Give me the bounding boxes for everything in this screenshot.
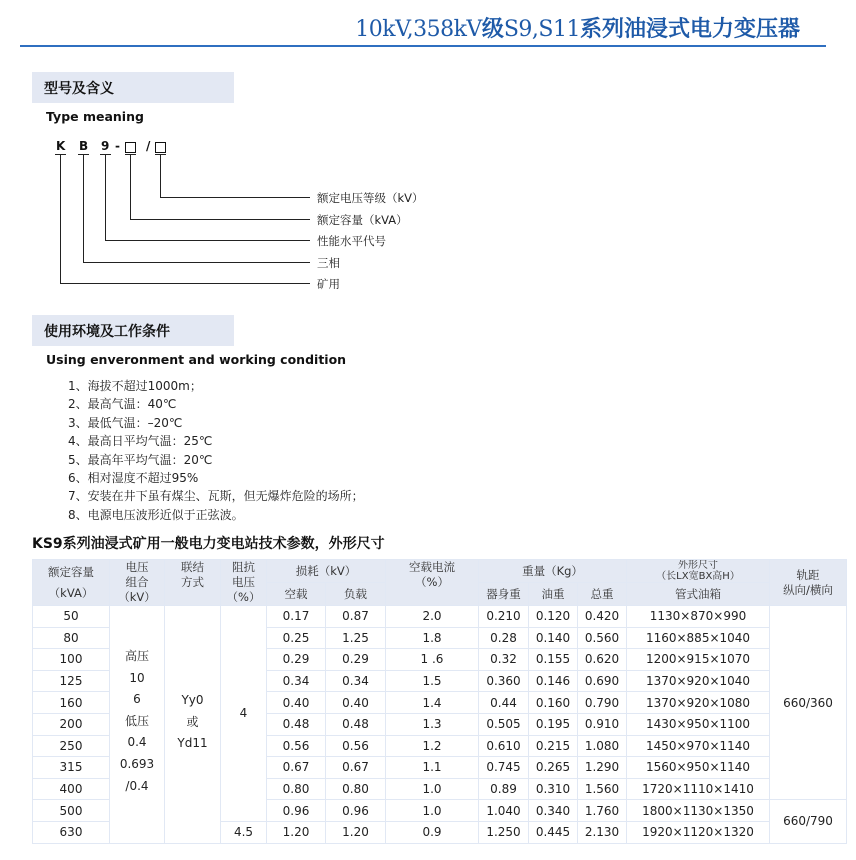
voltage-group-line: 0.693 bbox=[119, 756, 155, 771]
cell-load: 0.34 bbox=[326, 670, 386, 692]
header-voltage-unit: （kV） bbox=[118, 590, 156, 604]
capacity-placeholder-box bbox=[125, 142, 136, 153]
cell-noload: 0.67 bbox=[267, 757, 326, 779]
cell-capacity: 160 bbox=[33, 692, 110, 714]
title-divider bbox=[20, 45, 826, 47]
cell-dims: 1720×1110×1410 bbox=[627, 778, 770, 800]
type-section-subheading: Type meaning bbox=[46, 109, 144, 124]
cell-impedance: 4.5 bbox=[221, 821, 267, 843]
condition-item: 2、最高气温：40℃ bbox=[68, 397, 177, 412]
header-impedance-label: 阻抗电压 bbox=[232, 560, 255, 589]
cell-oil: 0.215 bbox=[529, 735, 578, 757]
cell-load: 0.80 bbox=[326, 778, 386, 800]
voltage-group-line: 10 bbox=[129, 670, 145, 685]
cell-noload: 0.34 bbox=[267, 670, 326, 692]
header-voltage bbox=[110, 560, 165, 606]
voltage-group-line: 0.4 bbox=[127, 735, 147, 750]
leader-performance-vertical bbox=[105, 154, 106, 240]
title-part-3: S9,S11 bbox=[503, 17, 580, 42]
cell-oil: 0.310 bbox=[529, 778, 578, 800]
voltage-group-line: 低压 bbox=[124, 713, 149, 728]
cell-oil: 0.445 bbox=[529, 821, 578, 843]
cell-voltage-group bbox=[110, 606, 165, 844]
cell-total: 2.130 bbox=[578, 821, 627, 843]
leader-performance-horizontal bbox=[105, 240, 310, 241]
header-weight-total: 总重 bbox=[578, 583, 627, 606]
cell-dims: 1450×970×1140 bbox=[627, 735, 770, 757]
header-weight-oil: 油重 bbox=[529, 583, 578, 606]
cell-body: 0.28 bbox=[479, 627, 529, 649]
cell-total: 1.080 bbox=[578, 735, 627, 757]
leader-capacity-vertical bbox=[130, 154, 131, 219]
voltage-group-line: 高压 bbox=[124, 649, 149, 663]
header-impedance bbox=[221, 560, 267, 606]
spec-table bbox=[32, 559, 847, 844]
cell-oil: 0.195 bbox=[529, 713, 578, 735]
header-loss-noload: 空载 bbox=[267, 583, 326, 606]
cell-oil: 0.340 bbox=[529, 800, 578, 822]
cell-body: 0.32 bbox=[479, 649, 529, 671]
header-dims-unit: （长LX宽BX高H） bbox=[656, 571, 740, 582]
cell-dims: 1160×885×1040 bbox=[627, 627, 770, 649]
cell-body: 0.505 bbox=[479, 713, 529, 735]
conditions-list bbox=[68, 377, 364, 524]
cell-capacity: 315 bbox=[33, 757, 110, 779]
title-part-1: 10kV,358kV bbox=[355, 17, 482, 42]
cell-total: 1.560 bbox=[578, 778, 627, 800]
cell-current: 2.0 bbox=[386, 606, 479, 628]
title-part-4: 系列油浸式电力变压器 bbox=[579, 17, 800, 42]
legend-performance-code: 性能水平代号 bbox=[317, 234, 386, 248]
cell-current: 1.1 bbox=[386, 757, 479, 779]
header-current bbox=[386, 560, 479, 606]
cell-capacity: 250 bbox=[33, 735, 110, 757]
cell-total: 1.760 bbox=[578, 800, 627, 822]
cell-noload: 0.80 bbox=[267, 778, 326, 800]
cell-impedance: 4 bbox=[221, 606, 267, 822]
condition-item: 5、最高年平均气温：20℃ bbox=[68, 452, 213, 467]
header-capacity bbox=[33, 560, 110, 606]
cell-total: 0.560 bbox=[578, 627, 627, 649]
cell-current: 1.4 bbox=[386, 692, 479, 714]
cell-load: 0.56 bbox=[326, 735, 386, 757]
leader-voltage-vertical bbox=[160, 154, 161, 197]
leader-phase-horizontal bbox=[83, 262, 310, 263]
voltage-placeholder-box bbox=[155, 142, 166, 153]
cell-load: 1.20 bbox=[326, 821, 386, 843]
cell-dims: 1130×870×990 bbox=[627, 606, 770, 628]
cell-capacity: 500 bbox=[33, 800, 110, 822]
cell-total: 0.620 bbox=[578, 649, 627, 671]
cell-dims: 1200×915×1070 bbox=[627, 649, 770, 671]
header-voltage-label: 电压组合 bbox=[125, 560, 149, 589]
cell-total: 0.790 bbox=[578, 692, 627, 714]
table-title: KS9系列油浸式矿用一般电力变电站技术参数，外形尺寸 bbox=[32, 536, 385, 552]
cell-capacity: 125 bbox=[33, 670, 110, 692]
cell-noload: 0.17 bbox=[267, 606, 326, 628]
leader-mining-horizontal bbox=[60, 283, 310, 284]
header-loss-load: 负载 bbox=[326, 583, 386, 606]
cell-noload: 0.25 bbox=[267, 627, 326, 649]
condition-item: 1、海拔不超过1000m； bbox=[68, 379, 202, 393]
cell-oil: 0.140 bbox=[529, 627, 578, 649]
cell-noload: 0.40 bbox=[267, 692, 326, 714]
cell-load: 0.87 bbox=[326, 606, 386, 628]
voltage-group-line: 6 bbox=[133, 692, 141, 707]
cell-track: 660/360 bbox=[770, 606, 847, 800]
legend-rated-voltage: 额定电压等级（kV） bbox=[317, 191, 424, 205]
cell-load: 0.29 bbox=[326, 649, 386, 671]
cell-oil: 0.120 bbox=[529, 606, 578, 628]
legend-rated-capacity: 额定容量（kVA） bbox=[317, 213, 408, 227]
cell-dims: 1370×920×1040 bbox=[627, 670, 770, 692]
cell-body: 1.040 bbox=[479, 800, 529, 822]
cell-total: 0.420 bbox=[578, 606, 627, 628]
cell-dims: 1800×1130×1350 bbox=[627, 800, 770, 822]
legend-mining: 矿用 bbox=[317, 277, 340, 291]
cell-dims: 1370×920×1080 bbox=[627, 692, 770, 714]
cell-dims: 1560×950×1140 bbox=[627, 757, 770, 779]
cell-total: 0.690 bbox=[578, 670, 627, 692]
type-section-heading: 型号及含义 bbox=[32, 72, 234, 103]
leader-capacity-horizontal bbox=[130, 219, 310, 220]
table-row bbox=[33, 606, 847, 628]
header-current-unit: （%） bbox=[415, 575, 449, 589]
code-digit-9: 9 bbox=[101, 139, 110, 153]
cell-load: 0.96 bbox=[326, 800, 386, 822]
cell-body: 1.250 bbox=[479, 821, 529, 843]
cell-body: 0.610 bbox=[479, 735, 529, 757]
header-track-sub: 纵向/横向 bbox=[783, 582, 833, 597]
cell-dims: 1430×950×1100 bbox=[627, 713, 770, 735]
cell-oil: 0.146 bbox=[529, 670, 578, 692]
condition-item: 3、最低气温：–20℃ bbox=[68, 415, 183, 430]
condition-item: 7、安装在井下虽有煤尘、瓦斯，但无爆炸危险的场所； bbox=[68, 489, 364, 504]
code-slash: / bbox=[146, 139, 151, 153]
title-part-2: 级 bbox=[481, 17, 504, 42]
header-connection bbox=[165, 560, 221, 606]
header-connection-label: 联结方式 bbox=[181, 560, 204, 589]
header-track-label: 轨距 bbox=[796, 567, 820, 582]
page-title bbox=[140, 12, 800, 43]
cell-noload: 0.48 bbox=[267, 713, 326, 735]
cell-current: 1 .6 bbox=[386, 649, 479, 671]
code-letter-b: B bbox=[79, 139, 89, 153]
leader-mining-vertical bbox=[60, 154, 61, 283]
legend-three-phase: 三相 bbox=[317, 256, 340, 270]
cell-load: 1.25 bbox=[326, 627, 386, 649]
leader-phase-vertical bbox=[83, 154, 84, 262]
cell-body: 0.44 bbox=[479, 692, 529, 714]
code-letter-k: K bbox=[56, 139, 66, 153]
voltage-group-line: /0.4 bbox=[125, 778, 149, 793]
header-capacity-unit: （kVA） bbox=[48, 585, 94, 600]
cell-body: 0.89 bbox=[479, 778, 529, 800]
cell-noload: 1.20 bbox=[267, 821, 326, 843]
cell-body: 0.745 bbox=[479, 757, 529, 779]
code-dash: - bbox=[115, 139, 120, 153]
header-weight: 重量（Kg） bbox=[479, 560, 627, 583]
header-current-label: 空载电流 bbox=[409, 560, 455, 574]
condition-item: 4、最高日平均气温：25℃ bbox=[68, 434, 213, 449]
cell-load: 0.40 bbox=[326, 692, 386, 714]
leader-voltage-horizontal bbox=[160, 197, 310, 198]
condition-item: 6、相对湿度不超过95% bbox=[68, 470, 199, 485]
cell-current: 0.9 bbox=[386, 821, 479, 843]
cell-noload: 0.29 bbox=[267, 649, 326, 671]
cell-connection-group bbox=[165, 606, 221, 844]
cell-current: 1.0 bbox=[386, 778, 479, 800]
cell-current: 1.0 bbox=[386, 800, 479, 822]
header-impedance-unit: （%） bbox=[226, 590, 261, 604]
cell-oil: 0.265 bbox=[529, 757, 578, 779]
cell-load: 0.48 bbox=[326, 713, 386, 735]
cell-noload: 0.56 bbox=[267, 735, 326, 757]
conditions-section-subheading: Using enveronment and working condition bbox=[46, 352, 347, 367]
cell-current: 1.3 bbox=[386, 713, 479, 735]
cell-body: 0.360 bbox=[479, 670, 529, 692]
header-loss: 损耗（kV） bbox=[267, 560, 386, 583]
cell-current: 1.8 bbox=[386, 627, 479, 649]
cell-capacity: 200 bbox=[33, 713, 110, 735]
conditions-section-heading: 使用环境及工作条件 bbox=[32, 315, 234, 346]
header-track bbox=[770, 560, 847, 606]
connection-group-line: Yy0 bbox=[181, 693, 204, 707]
cell-capacity: 50 bbox=[33, 606, 110, 628]
connection-group-line: 或 bbox=[186, 714, 199, 729]
cell-load: 0.67 bbox=[326, 757, 386, 779]
cell-capacity: 630 bbox=[33, 821, 110, 843]
cell-capacity: 100 bbox=[33, 649, 110, 671]
cell-total: 1.290 bbox=[578, 757, 627, 779]
condition-item: 8、电源电压波形近似于正弦波。 bbox=[68, 507, 244, 522]
connection-group-line: Yd11 bbox=[177, 736, 208, 751]
cell-capacity: 400 bbox=[33, 778, 110, 800]
cell-noload: 0.96 bbox=[267, 800, 326, 822]
cell-capacity: 80 bbox=[33, 627, 110, 649]
cell-body: 0.210 bbox=[479, 606, 529, 628]
cell-total: 0.910 bbox=[578, 713, 627, 735]
header-capacity-label: 额定容量 bbox=[48, 564, 94, 579]
header-dims-type: 管式油箱 bbox=[627, 583, 770, 606]
cell-track: 660/790 bbox=[770, 800, 847, 843]
header-dims-label: 外形尺寸 bbox=[678, 560, 718, 571]
cell-oil: 0.160 bbox=[529, 692, 578, 714]
cell-current: 1.5 bbox=[386, 670, 479, 692]
header-weight-body: 器身重 bbox=[479, 583, 529, 606]
cell-oil: 0.155 bbox=[529, 649, 578, 671]
header-dims bbox=[627, 560, 770, 583]
cell-current: 1.2 bbox=[386, 735, 479, 757]
cell-dims: 1920×1120×1320 bbox=[627, 821, 770, 843]
